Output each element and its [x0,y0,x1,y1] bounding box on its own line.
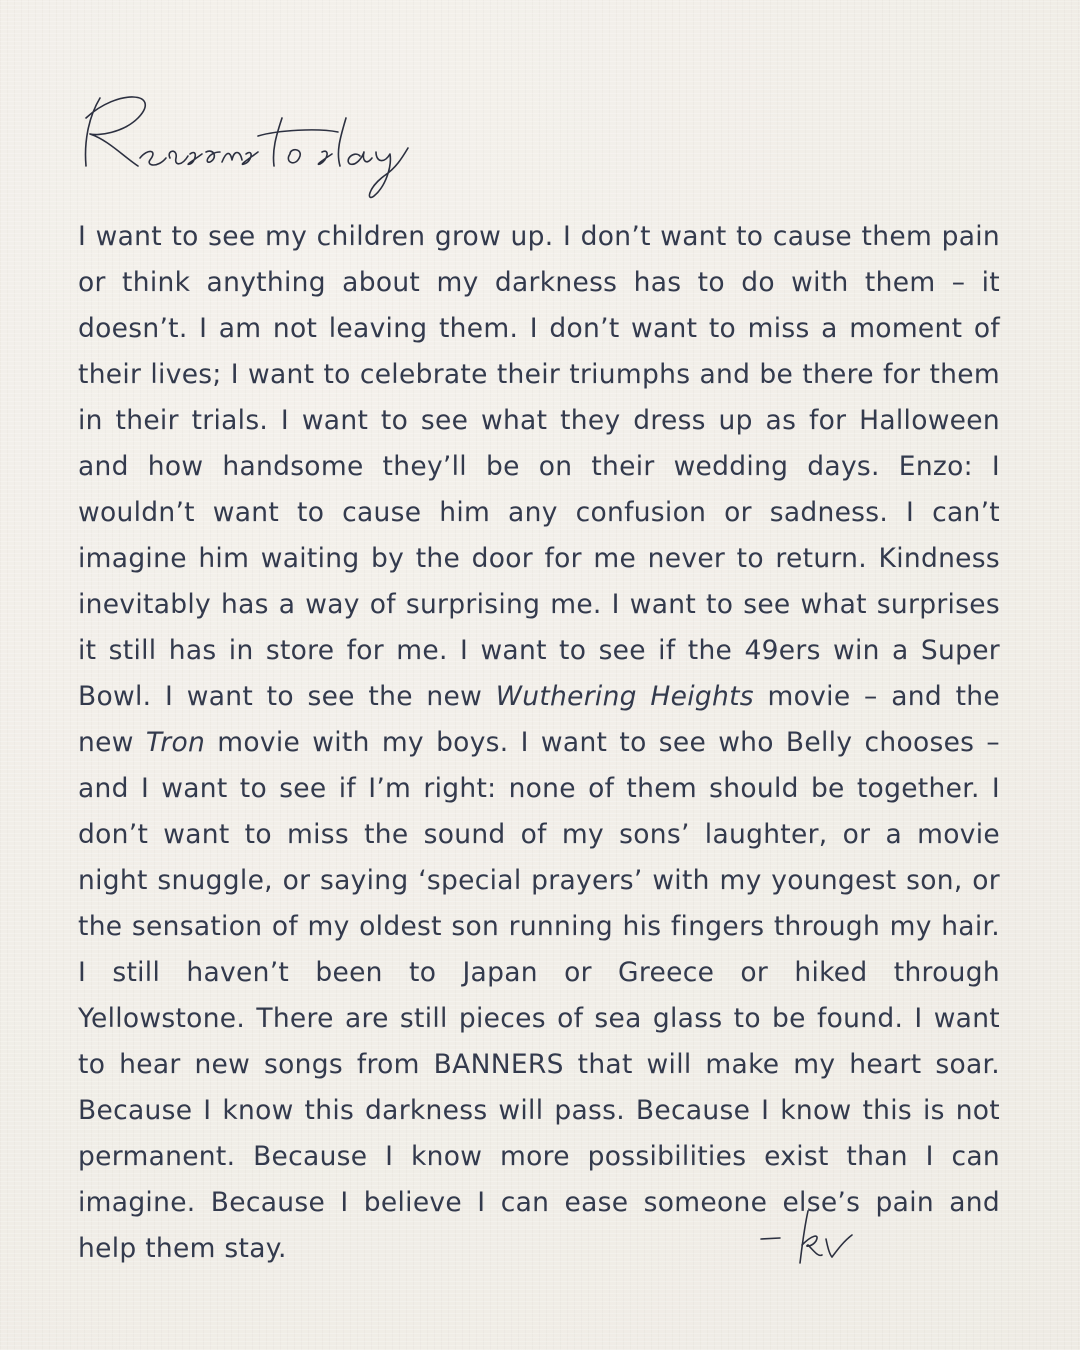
body-paragraph [78,214,1000,1272]
movie-title-wuthering-heights: Wuthering Heights [495,681,754,712]
body-text-part-2: movie – and the new [78,681,1000,758]
signature [756,1205,866,1275]
page-title [78,88,438,208]
body-text-part-1: I want to see my children grow up. I don’t want to cause them pain or think anything about my darkness has to do with them – it doesn’t. I am not leaving them. I don’t want to miss a moment of their lives; I want to celebrate their triumphs and be there for them in their trials. I want to see what they dress up as for Halloween and how handsome they’ll be on their wedding days. Enzo: I wouldn’t want to cause him any confusion or sadness. I can’t imagine him waiting by the door for me never to return. Kindness inevitably has a way of surprising me. I want to see what surprises it still has in store for me. I want to see if the 49ers win a Super Bowl. I want to see the new [78,221,1000,712]
body-text-part-3: movie with my boys. I want to see who Belly chooses – and I want to see if I’m right: none of them should be together. I don’t want to miss the sound of my sons’ laughter, or a movie night snuggle, or saying ‘special prayers’ with my youngest son, or the sensation of my oldest son running his fingers through my hair. I still haven’t been to Japan or Greece or hiked through Yellowstone. There are still pieces of sea glass to be found. I want to hear new songs from BANNERS that will make my heart soar. Because I know this darkness will pass. Because I know this is not permanent. Because I know more possibilities exist than I can imagine. Because I believe I can ease someone else’s pain and help them stay. [78,727,1000,1264]
movie-title-tron: Tron [145,727,206,758]
